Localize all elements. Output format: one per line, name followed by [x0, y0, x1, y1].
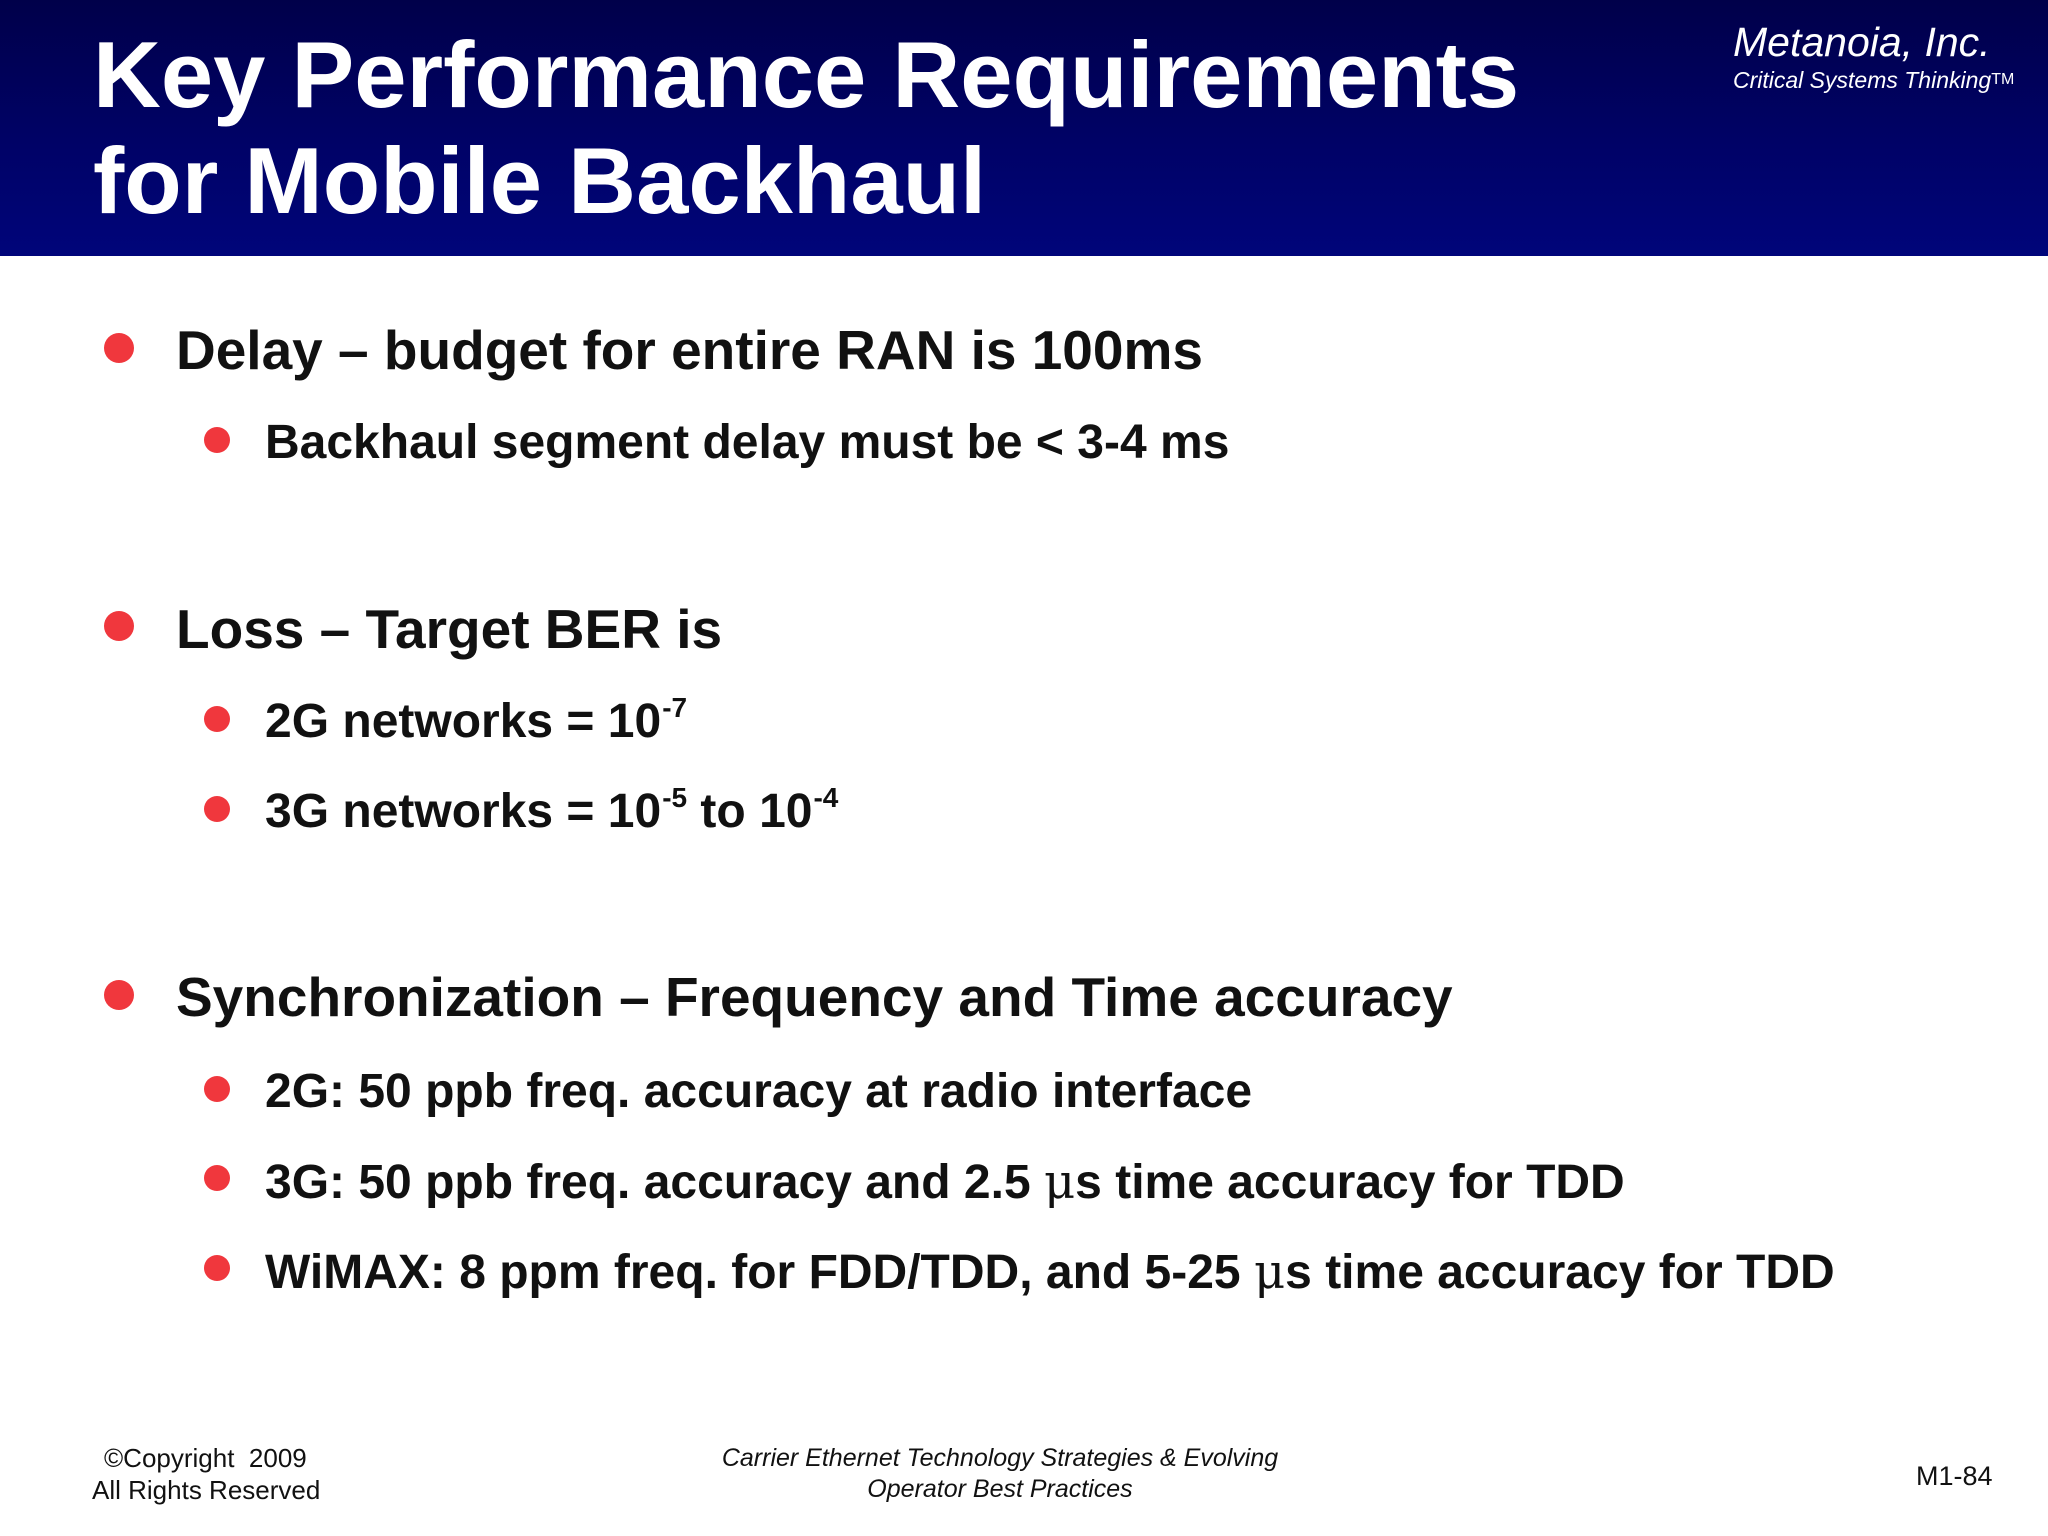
sub-bullet-backhaul-delay: Backhaul segment delay must be < 3-4 ms — [265, 416, 1230, 469]
trademark-mark: TM — [1991, 71, 2015, 88]
footer-copyright — [92, 1442, 320, 1506]
sub-bullet-3g-ber — [265, 783, 838, 847]
ber-3g-text: 3G networks = 10 — [265, 785, 662, 838]
sub-bullet-dot — [204, 1255, 230, 1281]
slide-title-line-1: Key Performance Requirements — [93, 22, 1520, 127]
sub-bullet-dot — [204, 796, 230, 822]
course-title-line-1: Carrier Ethernet Technology Strategies & Evolving — [721, 1444, 1279, 1472]
course-title-line-2: Operator Best Practices — [867, 1475, 1133, 1503]
sync-3g-text-start: 3G: 50 ppb freq. accuracy and 2.5 — [265, 1156, 1044, 1209]
bullet-loss: Loss – Target BER is — [176, 598, 723, 660]
micro-symbol: μ — [1043, 1154, 1076, 1210]
sub-bullet-wimax-sync — [265, 1243, 1835, 1302]
micro-symbol: μ — [1253, 1244, 1286, 1300]
bullet-dot — [104, 333, 134, 363]
sub-bullet-3g-sync — [265, 1153, 1625, 1212]
bullet-dot — [104, 611, 134, 641]
company-name: Metanoia, Inc. — [1733, 19, 1991, 65]
bullet-dot — [104, 980, 134, 1010]
company-tagline-text: Critical Systems Thinking — [1733, 67, 1992, 93]
copyright-symbol: © — [104, 1443, 124, 1473]
ber-2g-text: 2G networks = 10 — [265, 695, 662, 748]
sub-bullet-dot — [204, 706, 230, 732]
slide-title — [93, 22, 1693, 234]
sync-wimax-text-end: s time accuracy for TDD — [1285, 1246, 1835, 1299]
ber-3g-exponent-low: -5 — [662, 782, 688, 813]
bullet-synchronization: Synchronization – Frequency and Time accuracy — [176, 966, 1453, 1028]
sub-bullet-dot — [204, 1076, 230, 1102]
copyright-text: Copyright 2009 — [123, 1443, 307, 1473]
copyright-line-1 — [92, 1442, 320, 1474]
ber-3g-exponent-high: -4 — [813, 782, 839, 813]
ber-3g-to: to 10 — [687, 785, 813, 838]
footer-course-title — [700, 1443, 1300, 1505]
slide-number: M1-84 — [1916, 1461, 1993, 1491]
slide-title-line-2: for Mobile Backhaul — [93, 128, 987, 233]
bullet-delay: Delay – budget for entire RAN is 100ms — [176, 319, 1203, 381]
ber-2g-exponent: -7 — [662, 692, 688, 723]
sync-3g-text-end: s time accuracy for TDD — [1075, 1156, 1625, 1209]
sub-bullet-dot — [204, 1165, 230, 1191]
slide-header — [0, 0, 2048, 256]
copyright-line-2: All Rights Reserved — [92, 1475, 321, 1505]
sub-bullet-2g-ber — [265, 693, 687, 757]
sub-bullet-2g-sync: 2G: 50 ppb freq. accuracy at radio interface — [265, 1065, 1253, 1118]
sub-bullet-dot — [204, 427, 230, 453]
sync-wimax-text-start: WiMAX: 8 ppm freq. for FDD/TDD, and 5-25 — [265, 1246, 1254, 1299]
company-tagline — [1733, 66, 2014, 94]
